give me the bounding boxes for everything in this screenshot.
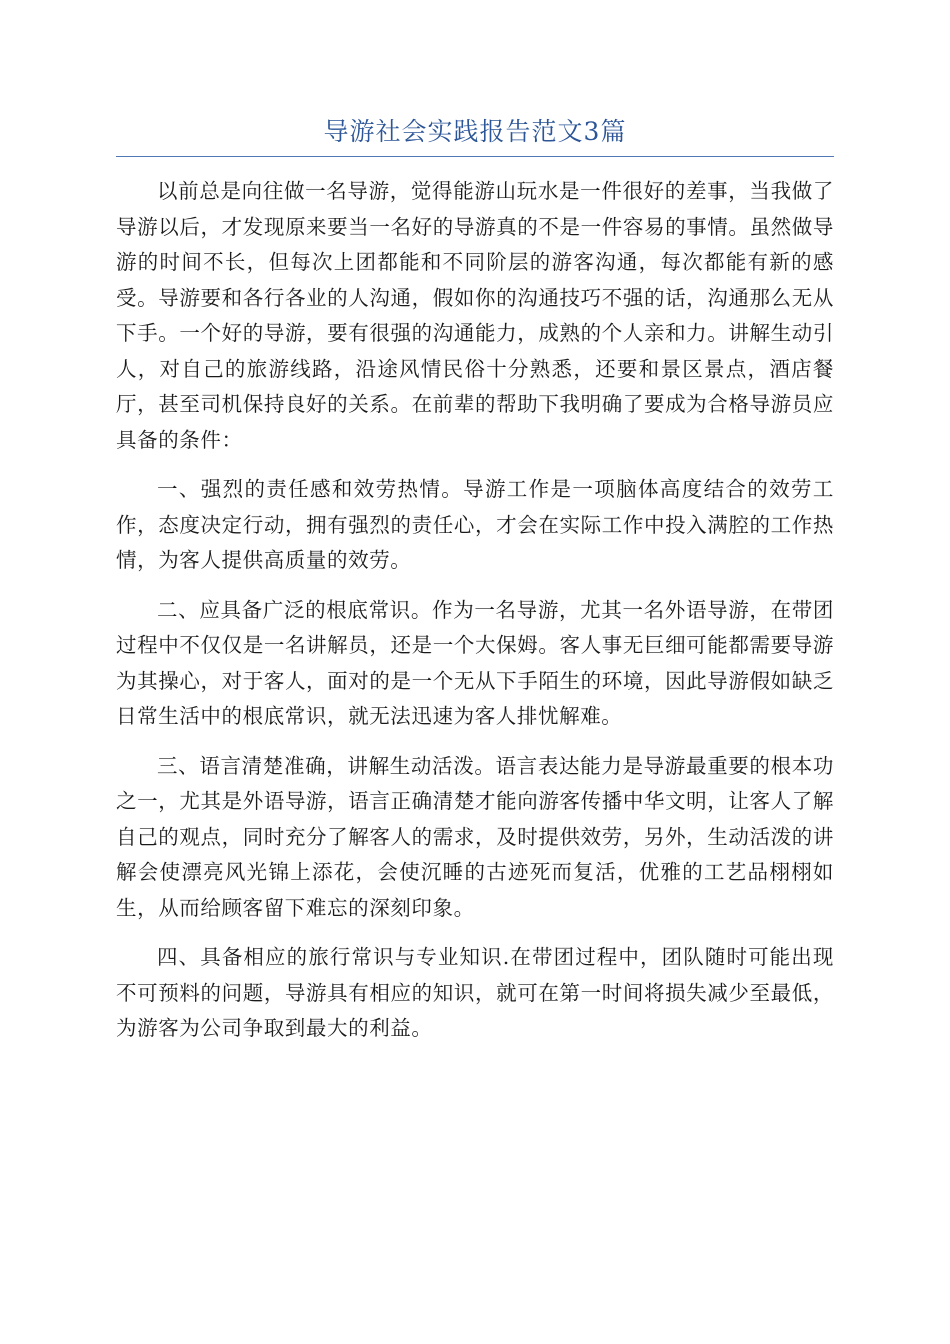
document-body [116,174,834,1061]
paragraph-point-4: 四、具备相应的旅行常识与专业知识.在带团过程中，团队随时可能出现不可预料的问题，导游具有相应的知识，就可在第一时间将损失减少至最低，为游客为公司争取到最大的利益。 [116,945,834,1040]
paragraph-point-3: 三、语言清楚准确，讲解生动活泼。语言表达能力是导游最重要的根本功之一，尤其是外语导游，语言正确清楚才能向游客传播中华文明，让客人了解自己的观点，同时充分了解客人的需求，及时提供效劳，另外，生动活泼的讲解会使漂亮风光锦上添花，会使沉睡的古迹死而复活，优雅的工艺品栩栩如生，从而给顾客留下难忘的深刻印象。 [116,753,834,920]
paragraph-point-2: 二、应具备广泛的根底常识。作为一名导游，尤其一名外语导游，在带团过程中不仅仅是一名讲解员，还是一个大保姆。客人事无巨细可能都需要导游为其操心，对于客人，面对的是一个无从下手陌生的环境，因此导游假如缺乏日常生活中的根底常识，就无法迅速为客人排忧解难。 [116,597,834,728]
paragraph-point-1: 一、强烈的责任感和效劳热情。导游工作是一项脑体高度结合的效劳工作，态度决定行动，拥有强烈的责任心，才会在实际工作中投入满腔的工作热情，为客人提供高质量的效劳。 [116,477,834,572]
paragraph-intro: 以前总是向往做一名导游，觉得能游山玩水是一件很好的差事，当我做了导游以后，才发现原来要当一名好的导游真的不是一件容易的事情。虽然做导游的时间不长，但每次上团都能和不同阶层的游客沟通，每次都能有新的感受。导游要和各行各业的人沟通，假如你的沟通技巧不强的话，沟通那么无从下手。一个好的导游，要有很强的沟通能力，成熟的个人亲和力。讲解生动引人，对自己的旅游线路，沿途风情民俗十分熟悉，还要和景区景点，酒店餐厅，甚至司机保持良好的关系。在前辈的帮助下我明确了要成为合格导游员应具备的条件： [116,179,834,452]
title-block [116,112,834,157]
page-title: 导游社会实践报告范文3篇 [323,117,627,146]
